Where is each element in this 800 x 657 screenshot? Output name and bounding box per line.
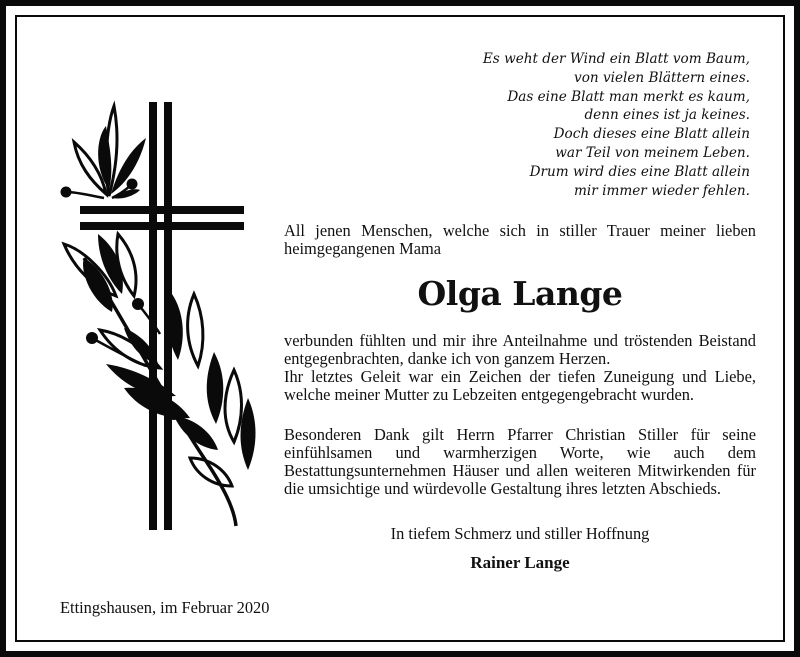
intro-text: All jenen Menschen, welche sich in stiller Trauer meiner lieben heimgegangenen Mama [284, 221, 756, 258]
poem-line: Drum wird dies eine Blatt allein [529, 163, 750, 180]
poem-line: war Teil von meinem Leben. [555, 144, 750, 161]
poem-line: Doch dieses eine Blatt allein [553, 126, 750, 143]
signer-name: Rainer Lange [470, 553, 570, 572]
paragraph [284, 332, 756, 368]
deceased-name: Olga Lange [417, 274, 623, 313]
paragraph-text: Ihr letztes Geleit war ein Zeichen der tiefen Zuneigung und Liebe, welche meiner Mutter zu Lebzeiten entgegengebracht wurden. [284, 367, 756, 404]
paragraph-text: verbunden fühlten und mir ihre Anteilnahme und tröstenden Beistand entgegenbrachten, danke ich von ganzem Herzen. [284, 331, 756, 368]
paragraph [284, 368, 756, 404]
place-date: Ettingshausen, im Februar 2020 [60, 598, 270, 617]
poem-line: mir immer wieder fehlen. [574, 182, 750, 199]
poem-line: denn eines ist ja keines. [584, 107, 750, 124]
poem [410, 50, 750, 200]
closing-line: In tiefem Schmerz und stiller Hoffnung [390, 524, 650, 543]
poem-line: von vielen Blättern eines. [574, 69, 750, 86]
poem-line: Es weht der Wind ein Blatt vom Baum, [482, 51, 750, 67]
paragraph-text: Besonderen Dank gilt Herrn Pfarrer Christian Stiller für seine einfühlsamen und warmherzigen Worte, wie auch dem Bestattungsunternehmen Häuser und allen weiteren Mitwirkenden für die umsichtige und würdevolle Gestaltung ihres letzten Abschieds. [284, 425, 756, 498]
poem-line: Das eine Blatt man merkt es kaum, [507, 88, 750, 105]
cross-with-olive-branch-icon [54, 98, 264, 538]
paragraph [284, 426, 756, 498]
